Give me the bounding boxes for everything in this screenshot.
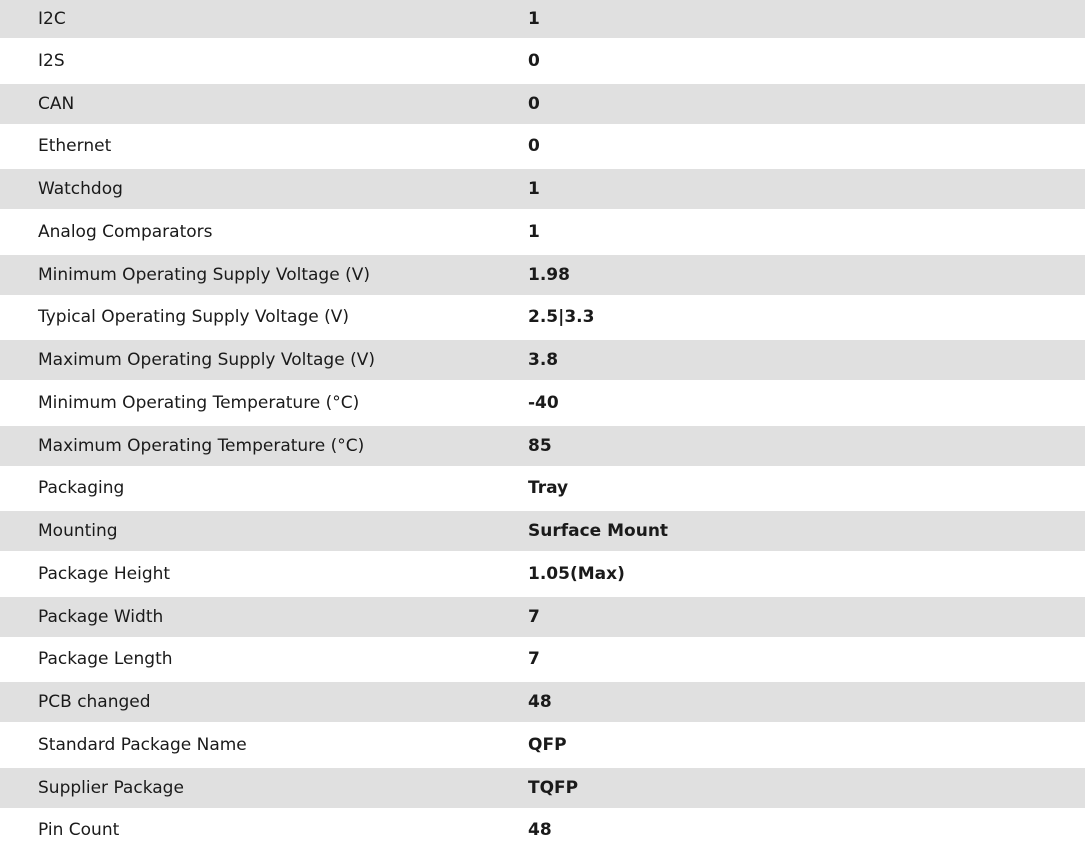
spec-value: 1.05(Max) — [528, 563, 625, 584]
spec-row-analog-comparators — [0, 209, 1085, 255]
spec-row-package-height — [0, 551, 1085, 597]
spec-label: Supplier Package — [38, 777, 184, 798]
spec-label: I2S — [38, 50, 65, 71]
spec-value: 1 — [528, 9, 540, 29]
spec-label: Pin Count — [38, 820, 120, 841]
spec-row-supplier-package — [0, 768, 1085, 808]
spec-label: Package Length — [38, 649, 173, 670]
spec-row-packaging — [0, 466, 1085, 512]
spec-label: Mounting — [38, 521, 118, 541]
spec-row-max-temperature — [0, 426, 1085, 466]
spec-value: 0 — [528, 50, 540, 71]
spec-row-typ-supply-voltage — [0, 295, 1085, 341]
spec-label: CAN — [38, 93, 75, 114]
spec-value: Tray — [528, 478, 569, 499]
spec-label: Minimum Operating Supply Voltage (V) — [38, 264, 370, 285]
spec-row-package-width — [0, 597, 1085, 637]
spec-row-min-temperature — [0, 380, 1085, 426]
spec-row-max-supply-voltage — [0, 340, 1085, 380]
spec-label: Analog Comparators — [38, 221, 213, 242]
spec-row-pcb-changed — [0, 682, 1085, 722]
spec-value: 0 — [528, 93, 540, 114]
spec-label: Package Width — [38, 606, 164, 627]
spec-label: Standard Package Name — [38, 734, 247, 755]
spec-row-pin-count — [0, 808, 1085, 843]
spec-value: QFP — [528, 734, 567, 755]
spec-label: PCB changed — [38, 692, 151, 712]
spec-label: Ethernet — [38, 136, 112, 157]
spec-value: 3.8 — [528, 350, 559, 370]
spec-row-watchdog — [0, 169, 1085, 209]
spec-value: 2.5|3.3 — [528, 307, 595, 328]
spec-value: 48 — [528, 692, 552, 712]
spec-row-min-supply-voltage — [0, 255, 1085, 295]
spec-label: Typical Operating Supply Voltage (V) — [38, 307, 349, 328]
spec-value: 48 — [528, 820, 552, 841]
spec-row-package-length — [0, 637, 1085, 683]
spec-label: Minimum Operating Temperature (°C) — [38, 392, 360, 413]
spec-value: 7 — [528, 649, 540, 670]
spec-row-i2s — [0, 38, 1085, 84]
spec-value: 1 — [528, 221, 540, 242]
spec-label: Maximum Operating Supply Voltage (V) — [38, 350, 375, 370]
spec-row-ethernet — [0, 124, 1085, 170]
spec-value: 1.98 — [528, 264, 570, 285]
spec-value: Surface Mount — [528, 521, 669, 541]
spec-label: I2C — [38, 9, 66, 29]
spec-value: -40 — [528, 392, 559, 413]
spec-row-i2c — [0, 0, 1085, 38]
spec-label: Watchdog — [38, 179, 123, 199]
spec-value: 7 — [528, 606, 540, 627]
spec-row-can — [0, 84, 1085, 124]
spec-label: Packaging — [38, 478, 125, 499]
spec-row-mounting — [0, 511, 1085, 551]
spec-row-standard-package-name — [0, 722, 1085, 768]
spec-value: 0 — [528, 136, 540, 157]
spec-label: Package Height — [38, 563, 171, 584]
spec-label: Maximum Operating Temperature (°C) — [38, 435, 365, 456]
spec-value: TQFP — [528, 777, 579, 798]
spec-value: 85 — [528, 435, 552, 456]
spec-value: 1 — [528, 179, 540, 199]
